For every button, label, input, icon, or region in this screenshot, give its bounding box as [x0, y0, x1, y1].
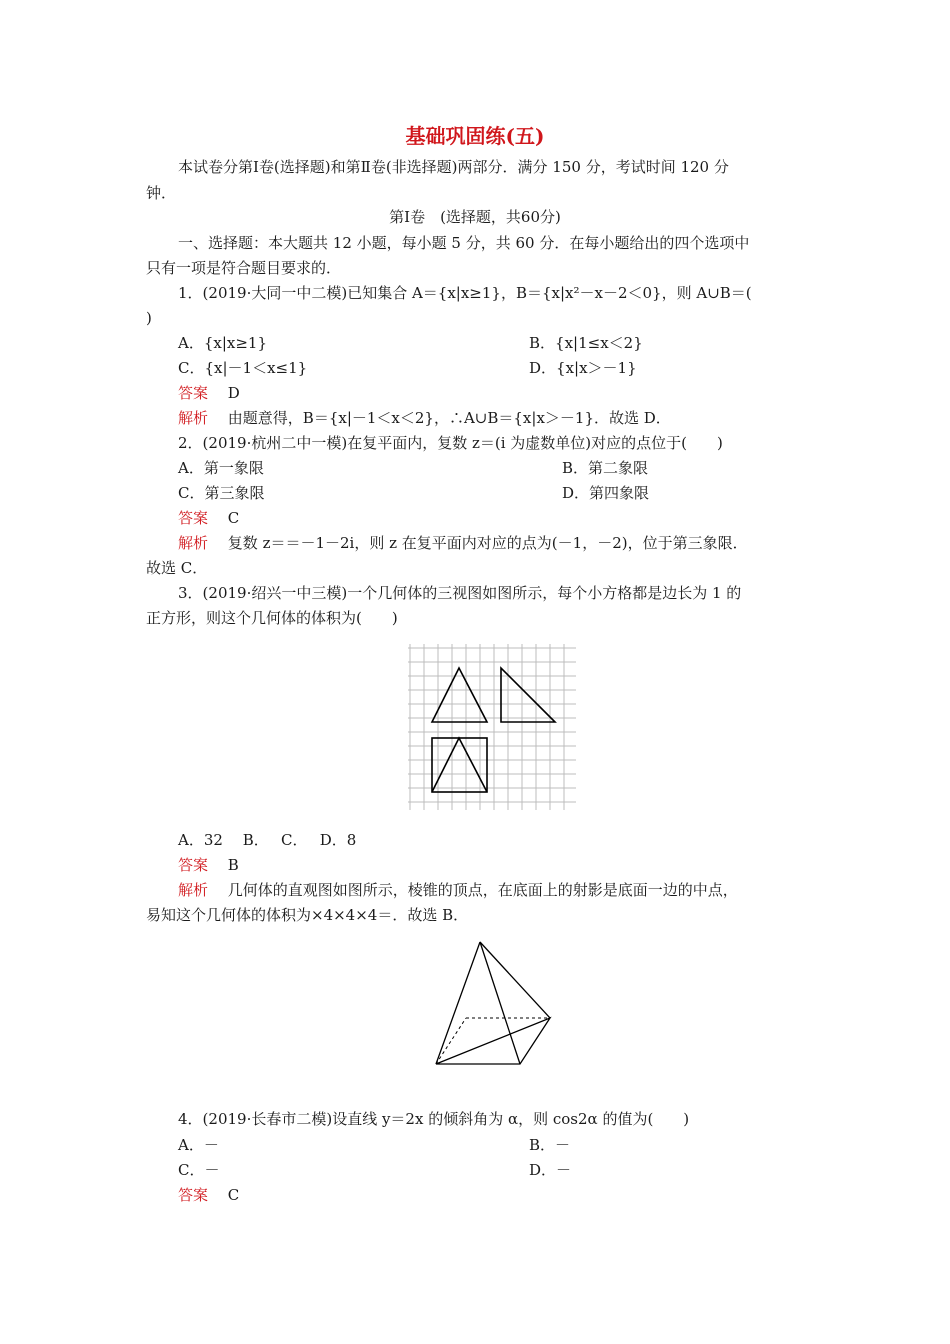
q2-analysis-row: [178, 532, 748, 554]
q3-analysis-row: [178, 879, 738, 901]
q1-option-c: C．{x|－1＜x≤1}: [178, 359, 308, 377]
q2-answer: C: [227, 509, 240, 527]
q1-answer-row: [178, 382, 240, 404]
q2-answer-row: [178, 507, 239, 529]
q4-option-d: D．－: [529, 1161, 572, 1179]
q1-option-b: B．{x|1≤x＜2}: [529, 334, 643, 352]
q1-analysis-row: [178, 407, 671, 429]
answer-label: 答案: [178, 384, 209, 402]
q2-option-c: C．第三象限: [178, 484, 265, 502]
q3-analysis-line-1: 几何体的直观图如图所示，棱锥的顶点，在底面上的射影是底面一边的中点，: [227, 881, 738, 899]
q1-stem-line-1: 1．(2019·大同一中二模)已知集合 A＝{x|x≥1}，B＝{x|x²－x－2＜0}，则 A∪B＝(: [178, 284, 752, 302]
answer-label: 答案: [178, 1186, 209, 1204]
q3-stem-line-2: 正方形，则这个几何体的体积为( ): [146, 609, 398, 627]
q3-answer: B: [227, 856, 239, 874]
q2-analysis-line-2: 故选 C．: [146, 559, 208, 577]
q1-option-a: A．{x|x≥1}: [178, 334, 268, 352]
grid: [408, 644, 576, 810]
q3-options: A．32 B． C． D．8: [178, 831, 357, 849]
analysis-label: 解析: [178, 534, 209, 552]
q3-answer-row: [178, 854, 239, 876]
answer-label: 答案: [178, 856, 209, 874]
q1-analysis: 由题意得，B＝{x|－1＜x＜2}，∴A∪B＝{x|x＞－1}．故选 D．: [227, 409, 671, 427]
part1-line-1: 一、选择题：本大题共 12 小题，每小题 5 分，共 60 分．在每小题给出的四个选项中: [178, 234, 750, 252]
q1-option-d: D．{x|x＞－1}: [529, 359, 637, 377]
q2-option-b: B．第二象限: [562, 459, 649, 477]
q2-analysis-line-1: 复数 z＝＝－1－2i，则 z 在复平面内对应的点为(－1，－2)，位于第三象限．: [227, 534, 748, 552]
q2-option-d: D．第四象限: [562, 484, 650, 502]
q4-option-a: A．－: [178, 1136, 219, 1154]
q3-analysis-line-2: 易知这个几何体的体积为×4×4×4＝．故选 B．: [146, 906, 469, 924]
three-view-figure: [408, 644, 576, 810]
q4-answer: C: [227, 1186, 240, 1204]
pyramid-figure: [430, 936, 556, 1070]
q4-option-b: B．－: [529, 1136, 571, 1154]
part1-line-2: 只有一项是符合题目要求的．: [146, 259, 342, 277]
q2-stem: 2．(2019·杭州二中一模)在复平面内，复数 z＝(i 为虚数单位)对应的点位于( ): [178, 434, 723, 452]
analysis-label: 解析: [178, 409, 209, 427]
section-title: 第Ⅰ卷 (选择题，共60分): [389, 208, 561, 226]
page-title: 基础巩固练(五): [405, 124, 545, 148]
q4-answer-row: [178, 1184, 239, 1206]
intro-line-2: 钟．: [146, 184, 177, 202]
analysis-label: 解析: [178, 881, 209, 899]
q4-stem: 4．(2019·长春市二模)设直线 y＝2x 的倾斜角为 α，则 cos2α 的值为( ): [178, 1110, 690, 1128]
q3-stem-line-1: 3．(2019·绍兴一中三模)一个几何体的三视图如图所示，每个小方格都是边长为 1 的: [178, 584, 742, 602]
q1-stem-line-2: ): [146, 309, 152, 327]
pyramid-base-front: [436, 1018, 550, 1064]
q1-answer: D: [227, 384, 240, 402]
intro-line-1: 本试卷分第Ⅰ卷(选择题)和第Ⅱ卷(非选择题)两部分．满分 150 分，考试时间 120 分: [178, 158, 729, 176]
answer-label: 答案: [178, 509, 209, 527]
q2-option-a: A．第一象限: [178, 459, 264, 477]
q4-option-c: C．－: [178, 1161, 220, 1179]
